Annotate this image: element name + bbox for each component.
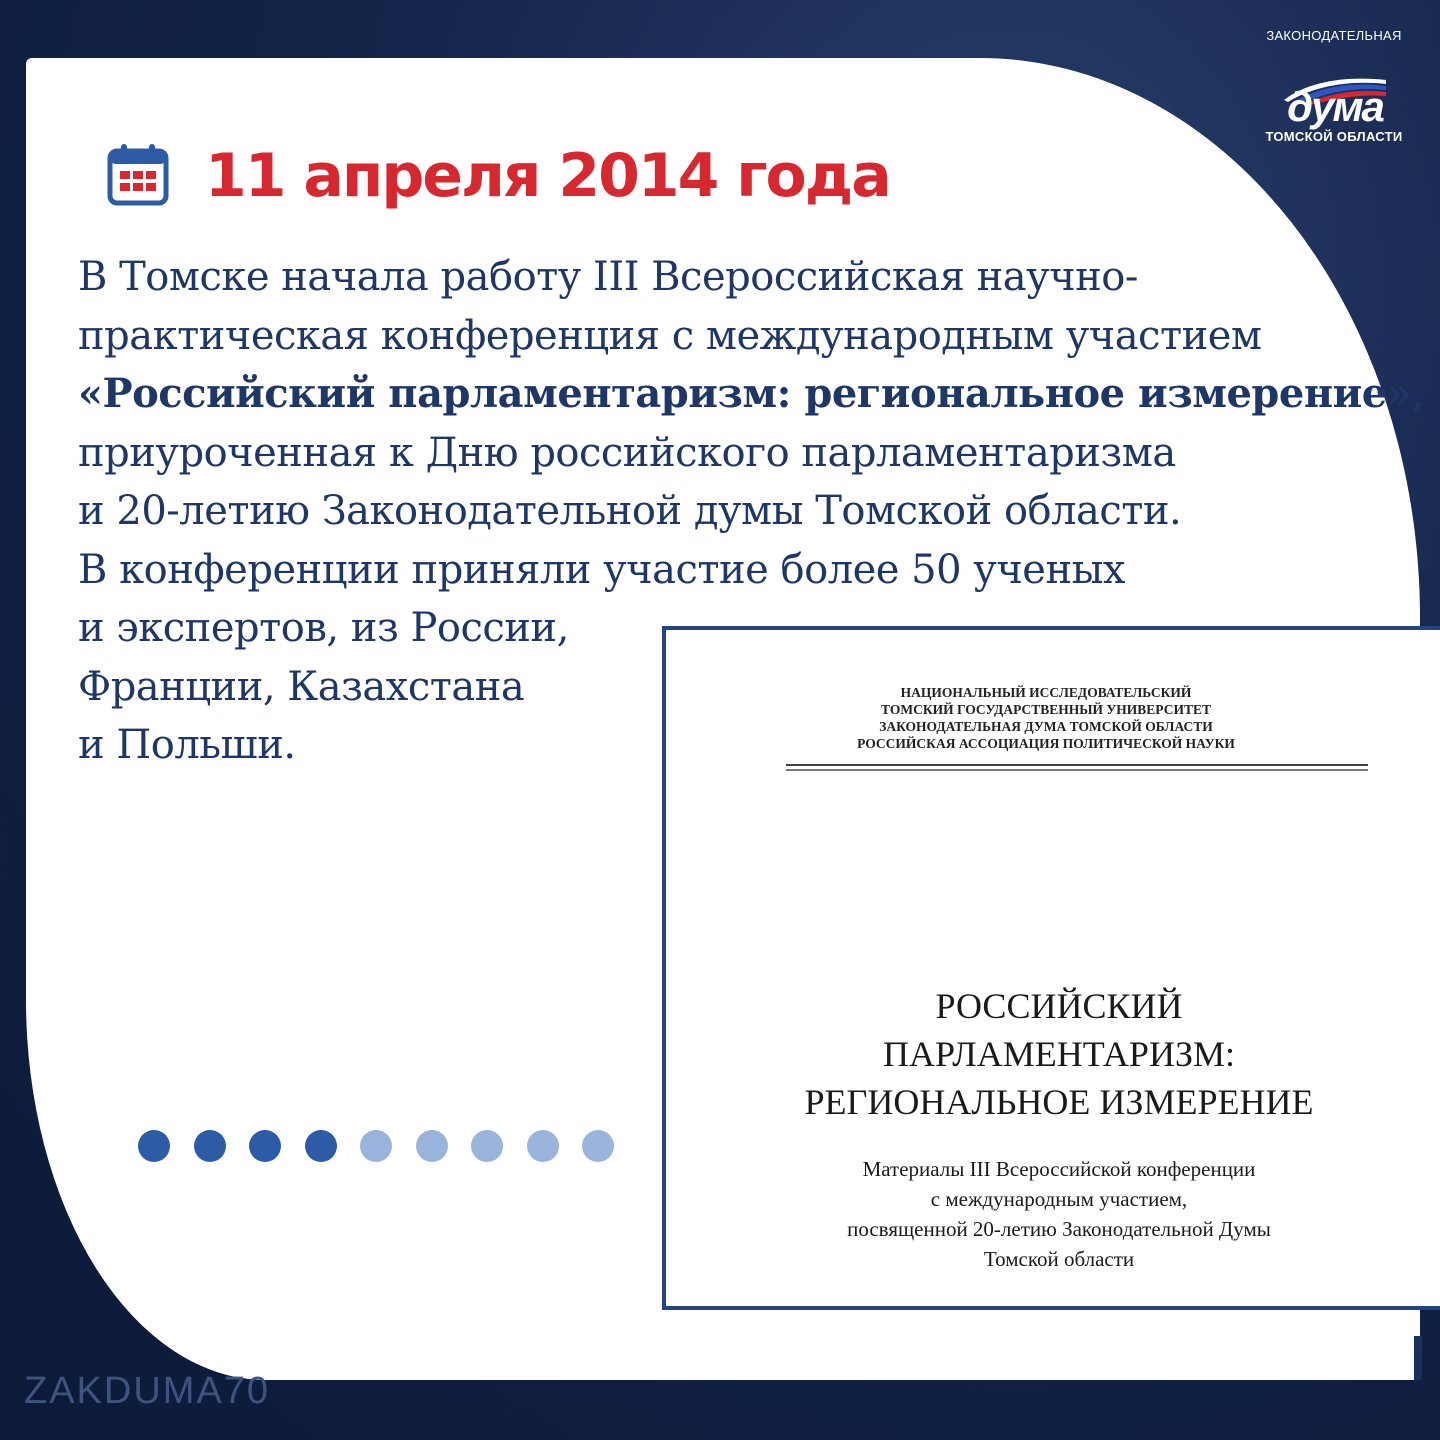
title-line: РОССИЙСКИЙ <box>935 986 1183 1026</box>
subtitle-line: посвященной 20-летию Законодательной Думы <box>847 1217 1271 1241</box>
subtitle-line: с международным участием, <box>930 1187 1188 1211</box>
pagination-dots <box>138 1130 598 1164</box>
conference-title: «Российский парламентаризм: региональное измерение» <box>78 370 1412 417</box>
text-line <box>78 365 1424 424</box>
pagination-dot-active[interactable] <box>194 1130 226 1162</box>
text-line: и Польши. <box>78 722 296 768</box>
pagination-dot[interactable] <box>582 1130 614 1162</box>
org-line: ЗАКОНОДАТЕЛЬНАЯ ДУМА ТОМСКОЙ ОБЛАСТИ <box>879 719 1213 734</box>
pagination-dot-active[interactable] <box>305 1130 337 1162</box>
title-line: ПАРЛАМЕНТАРИЗМ: <box>883 1034 1235 1074</box>
title-line: РЕГИОНАЛЬНОЕ ИЗМЕРЕНИЕ <box>804 1082 1314 1122</box>
subtitle-line: Томской области <box>983 1247 1135 1271</box>
document-organizations <box>666 684 1426 752</box>
pagination-dot[interactable] <box>527 1130 559 1162</box>
org-line: РОССИЙСКАЯ АССОЦИАЦИЯ ПОЛИТИЧЕСКОЙ НАУКИ <box>857 736 1235 751</box>
subtitle-line: Материалы III Всероссийской конференции <box>862 1157 1256 1181</box>
pagination-dot-active[interactable] <box>138 1130 170 1162</box>
text-line: В Томске начала работу III Всероссийская научно- <box>78 254 1138 300</box>
pagination-dot[interactable] <box>360 1130 392 1162</box>
divider <box>786 764 1368 766</box>
logo-bottom-text: ТОМСКОЙ ОБЛАСТИ <box>1265 129 1403 144</box>
divider <box>786 769 1368 771</box>
text-line: В конференции приняли участие более 50 ученых <box>78 546 1125 593</box>
text-line: Франции, Казахстана <box>78 663 525 710</box>
comma: , <box>1411 371 1424 417</box>
document-subtitle <box>666 1154 1440 1274</box>
text-line: и 20-летию Законодательной думы Томской области. <box>78 488 1182 534</box>
text-line: приуроченная к Дню российского парламентаризма <box>78 429 1176 476</box>
pagination-dot-active[interactable] <box>249 1130 281 1162</box>
document-cover-image <box>662 626 1440 1310</box>
calendar-icon <box>106 142 170 206</box>
logo-top-text: ЗАКОНОДАТЕЛЬНАЯ <box>1266 28 1402 43</box>
text-line: практическая конференция с международным участием <box>78 312 1262 359</box>
logo-word: дума <box>1287 83 1383 130</box>
text-line: и экспертов, из России, <box>78 605 569 651</box>
org-line: ТОМСКИЙ ГОСУДАРСТВЕННЫЙ УНИВЕРСИТЕТ <box>881 702 1211 717</box>
watermark: ZAKDUMA70 <box>24 1370 271 1412</box>
pagination-dot[interactable] <box>471 1130 503 1162</box>
duma-logo <box>1244 24 1424 154</box>
org-line: НАЦИОНАЛЬНЫЙ ИССЛЕДОВАТЕЛЬСКИЙ <box>900 685 1192 700</box>
date-title: 11 апреля 2014 года <box>205 141 890 211</box>
document-title <box>666 982 1440 1126</box>
pagination-dot[interactable] <box>416 1130 448 1162</box>
corner-accent <box>1414 1336 1422 1380</box>
